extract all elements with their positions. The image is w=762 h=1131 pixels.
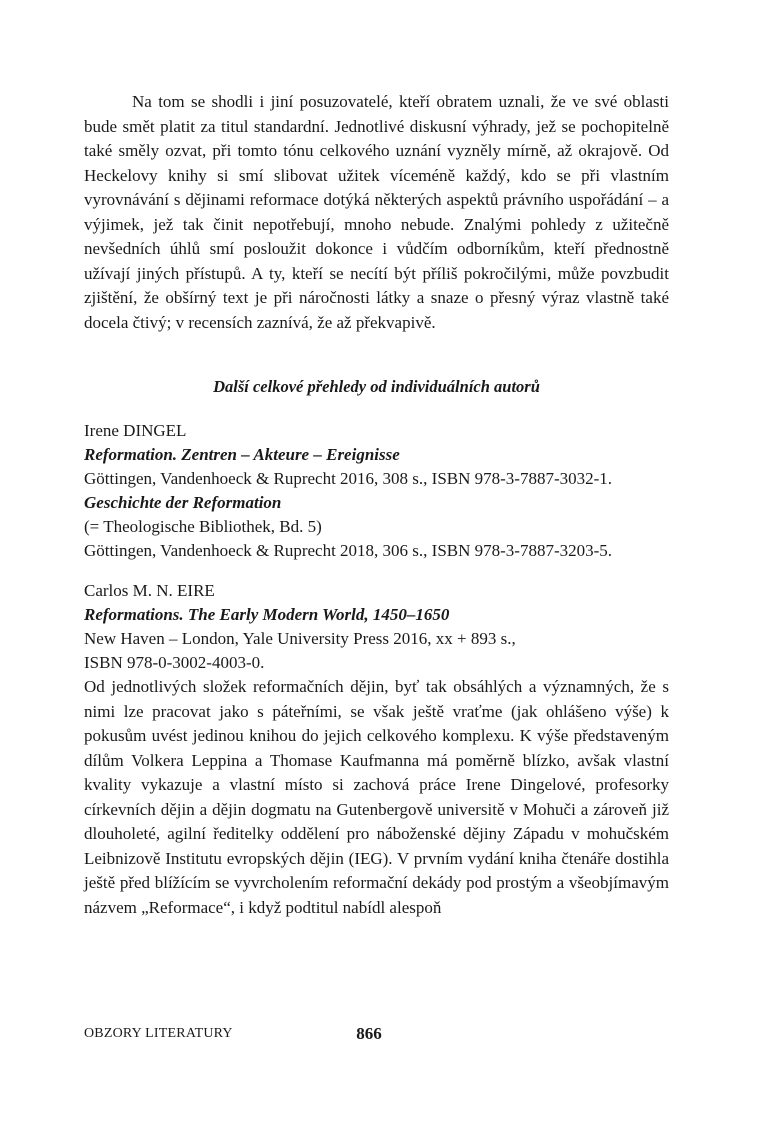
entry-title: Reformations. The Early Modern World, 1450–1650 — [84, 605, 450, 624]
entry-publication: Göttingen, Vandenhoeck & Ruprecht 2016, 308 s., ISBN 978-3-7887-3032-1. — [84, 469, 613, 488]
page-number: 866 — [356, 1024, 382, 1043]
intro-paragraph: Na tom se shodli i jiní posuzovatelé, kteří obratem uznali, že ve své oblasti bude smět platit za titul standardní. Jednotlivé diskusní výhrady, jež se pochopitelně také směly ozvat, při tomto tónu celkového uznání vyzněly mírně, až okrajově. Od Heckelovy knihy si smí slibovat užitek víceméně každý, kdo se při vlastním vyrovnávání s dějinami reformace dotýká některých aspektů právního uspořádání – a výjimek, jež tak činit nepotřebují, mnoho nebude. Znalými pohledy z užitečně nevšedních úhlů smí posloužit dokonce i vůdčím odborníkům, kteří přednostně užívají jiných přístupů. A ty, kteří se necítí být příliš pokročilými, může povzbudit zjištění, že obšírný text je při náročnosti látky a snaze o přesný výraz vlastně také docela čtivý; v recensích zaznívá, že až překvapivě. — [84, 92, 669, 332]
bibliography-entry-dingel — [84, 419, 669, 563]
page-body — [84, 90, 669, 920]
section-heading: Další celkové přehledy od individuálních autorů — [213, 377, 540, 396]
entry-title: Reformation. Zentren – Akteure – Ereignisse — [84, 445, 400, 464]
entry-publication: New Haven – London, Yale University Press 2016, xx + 893 s., — [84, 629, 516, 648]
bibliography-entry-eire — [84, 579, 669, 675]
page-footer — [84, 1026, 669, 1050]
journal-name: OBZORY LITERATURY — [84, 1026, 233, 1041]
entry-publication: Göttingen, Vandenhoeck & Ruprecht 2018, 306 s., ISBN 978-3-7887-3203-5. — [84, 541, 613, 560]
entry-author: Irene DINGEL — [84, 421, 187, 440]
closing-paragraph: Od jednotlivých složek reformačních dějin, byť tak obsáhlých a významných, že s nimi lze pracovat jako s páteřními, se však ještě vraťme (jak ohlášeno výše) k pokusům uvést jedinou knihou do jejich celkového komplexu. K výše představeným dílům Volkera Leppina a Thomase Kaufmanna má poměrně blízko, avšak vlastní kvality vykazuje a vlastní místo si zachová práce Irene Dingelové, profesorky církevních dějin a dějin dogmatu na Gutenbergově universitě v Mohuči a zároveň již dlouholeté, agilní ředitelky oddělení pro náboženské dějiny Západu v mohučském Leibnizově Institutu evropských dějin (IEG). V prvním vydání kniha čtenáře dostihla ještě před blížícím se vyvrcholením reformační dekády pod prostým a všeobjímavým názvem „Reformace“, i když podtitul nabídl alespoň — [84, 677, 669, 917]
entry-isbn: ISBN 978-0-3002-4003-0. — [84, 653, 265, 672]
entry-title: Geschichte der Reformation — [84, 493, 282, 512]
entry-author: Carlos M. N. EIRE — [84, 581, 215, 600]
entry-series: (= Theologische Bibliothek, Bd. 5) — [84, 517, 322, 536]
